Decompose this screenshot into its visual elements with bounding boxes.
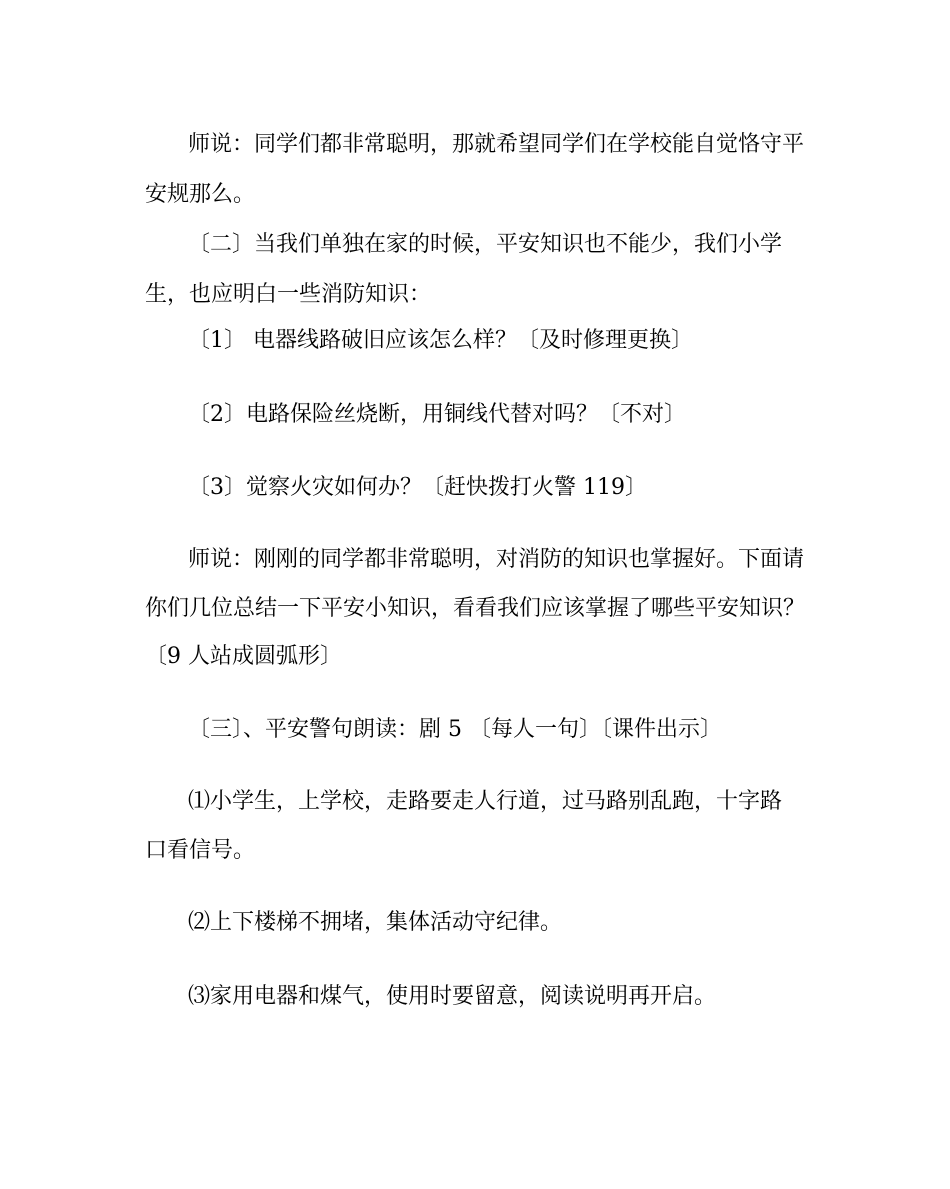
question-1: 〔1〕 电器线路破旧应该怎么样？〔及时修理更换〕 xyxy=(188,328,693,353)
teacher-summary-line-1: 师说：刚刚的同学都非常聪明，对消防的知识也掌握好。下面请 xyxy=(188,547,805,572)
slogan-1-line-1: ⑴小学生，上学校，走路要走人行道，过马路别乱跑，十字路 xyxy=(188,789,783,814)
paragraph-teacher-line-2: 安规那么。 xyxy=(145,182,256,207)
question-3: 〔3〕觉察火灾如何办？〔赶快拨打火警 119〕 xyxy=(188,475,647,500)
section-two-line-2: 生，也应明白一些消防知识： xyxy=(145,282,432,307)
slogan-2: ⑵上下楼梯不拥堵，集体活动守纪律。 xyxy=(188,910,563,935)
slogan-3: ⑶家用电器和煤气，使用时要留意，阅读说明再开启。 xyxy=(188,984,717,1009)
question-2: 〔2〕电路保险丝烧断，用铜线代替对吗？〔不对〕 xyxy=(188,402,686,427)
paragraph-teacher-line-1: 师说：同学们都非常聪明，那就希望同学们在学校能自觉恪守平 xyxy=(188,132,805,157)
slogan-1-line-2: 口看信号。 xyxy=(145,838,256,863)
section-two-line-1: 〔二〕当我们单独在家的时候，平安知识也不能少，我们小学 xyxy=(188,232,783,257)
teacher-summary-line-2: 你们几位总结一下平安小知识，看看我们应该掌握了哪些平安知识？ xyxy=(145,596,806,621)
section-three-heading: 〔三〕、平安警句朗读：剧 5 〔每人一句〕〔课件出示〕 xyxy=(188,717,722,742)
teacher-summary-line-3: 〔9 人站成圆弧形〕 xyxy=(145,644,342,669)
